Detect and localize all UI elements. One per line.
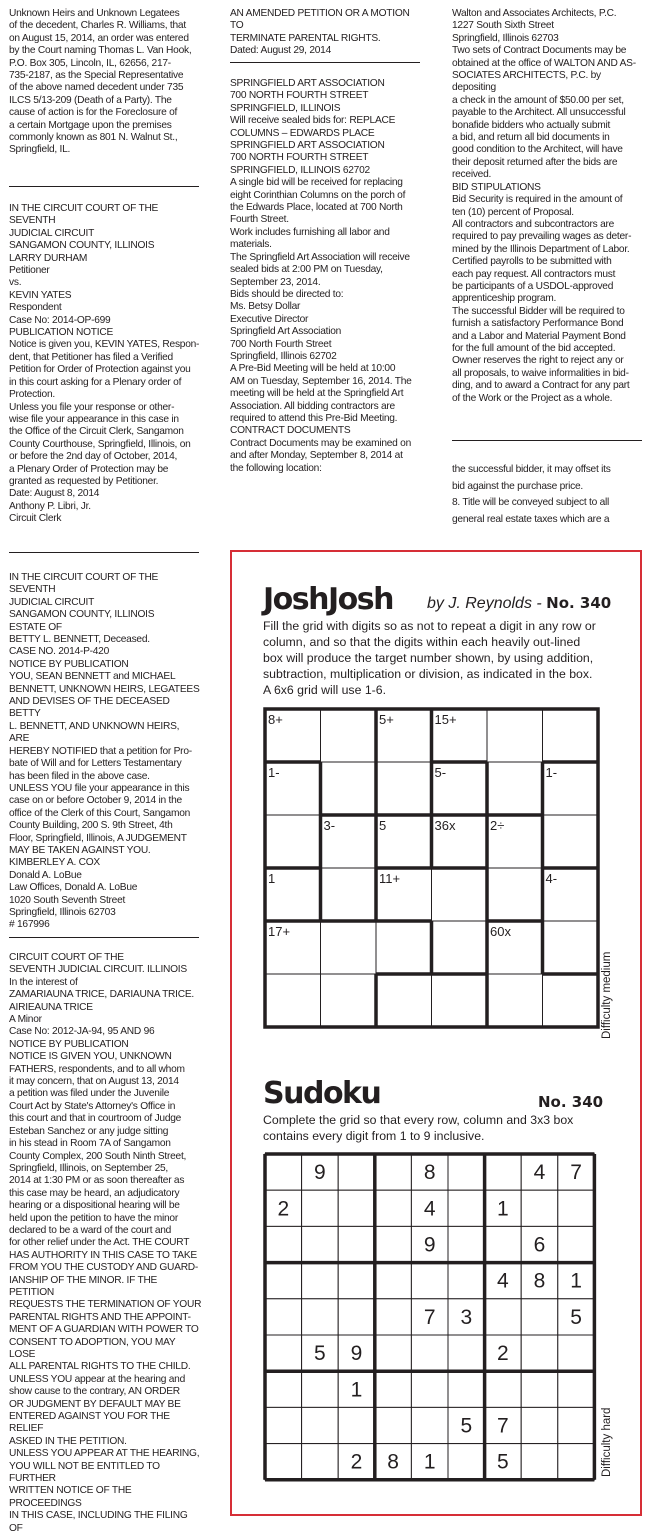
notice-durham-yates-text: IN THE CIRCUIT COURT OF THE SEVENTH JUDICIAL CIRCUIT SANGAMON COUNTY, ILLINOIS LARRY DURHAM Petitioner vs. KEVIN YATES Respondent Case No: 2014-OP-699 PUBLICATION NOTICE Notice is given you, KEVIN YATES, Respon- dent, that Petitioner has filed a Verified Petition for Order of Protection against you in this court asking for a Plenary order of Protection. Unless you file your response or other- wise file your appearance in this case in the Office of the Circuit Clerk, Sangamon County Courthouse, Springfield, Illinois, on or before the 2nd day of October, 2014, a Plenary Order of Protection may be granted as requested by Petitioner. Date: August 8, 2014 Anthony P. Libri, Jr. Circuit Clerk (9, 203, 200, 525)
sudoku-cell[interactable] (265, 1154, 302, 1190)
sudoku-cell[interactable] (485, 1226, 522, 1262)
sudoku-cell[interactable] (375, 1226, 412, 1262)
sudoku-cell[interactable] (411, 1335, 448, 1371)
sudoku-cell[interactable] (265, 1371, 302, 1407)
joshjosh-cell[interactable] (321, 921, 377, 974)
sudoku-given-digit: 2 (497, 1342, 509, 1366)
sudoku-cell[interactable] (265, 1407, 302, 1443)
sudoku-cell[interactable] (558, 1371, 595, 1407)
cage-label: 5 (379, 818, 387, 833)
sudoku-cell[interactable] (521, 1407, 558, 1443)
sudoku-cell[interactable] (302, 1299, 339, 1335)
sudoku-cell[interactable] (375, 1190, 412, 1226)
sudoku-given-digit: 4 (533, 1161, 546, 1185)
sudoku-cell[interactable] (302, 1407, 339, 1443)
sudoku-cell[interactable] (448, 1371, 485, 1407)
sudoku-given-digit: 5 (314, 1342, 326, 1366)
notice-art-association (230, 78, 424, 475)
sudoku-cell[interactable] (302, 1263, 339, 1299)
sudoku-given-digit: 8 (423, 1161, 436, 1185)
sudoku-cell[interactable] (338, 1154, 375, 1190)
joshjosh-cell[interactable] (265, 974, 321, 1027)
sudoku-cell[interactable] (448, 1154, 485, 1190)
sudoku-cell[interactable] (558, 1407, 595, 1443)
cage-label: 5+ (379, 712, 394, 727)
cage-label: 5- (434, 765, 447, 780)
joshjosh-cell[interactable] (321, 762, 377, 815)
joshjosh-cell[interactable] (543, 709, 599, 762)
joshjosh-cell[interactable] (487, 762, 543, 815)
divider (9, 937, 199, 938)
joshjosh-cell[interactable] (321, 709, 377, 762)
sudoku-given-digit: 6 (533, 1233, 546, 1257)
cage-label: 15+ (434, 712, 457, 727)
sudoku-given-digit: 7 (423, 1305, 436, 1329)
sudoku-cell[interactable] (338, 1190, 375, 1226)
sudoku-given-digit: 3 (460, 1305, 473, 1329)
joshjosh-cell[interactable] (376, 974, 432, 1027)
joshjosh-title: JoshJosh (263, 582, 393, 617)
cage-label: 1- (268, 765, 280, 780)
sudoku-cell[interactable] (485, 1154, 522, 1190)
sudoku-cell[interactable] (558, 1226, 595, 1262)
cage-label: 60x (490, 924, 511, 939)
sudoku-given-digit: 5 (460, 1414, 473, 1438)
sudoku-cell[interactable] (265, 1226, 302, 1262)
puzzle-box (230, 550, 642, 1516)
joshjosh-cell[interactable] (432, 921, 488, 974)
sudoku-given-digit: 7 (497, 1414, 509, 1438)
joshjosh-byline (427, 594, 611, 613)
sudoku-cell[interactable] (338, 1263, 375, 1299)
notice-amended-petition: AN AMENDED PETITION OR A MOTION TO TERMINATE PARENTAL RIGHTS. Dated: August 29, 2014 (230, 8, 410, 57)
sudoku-title: Sudoku (263, 1076, 381, 1111)
sudoku-given-digit: 8 (533, 1269, 546, 1293)
sudoku-given-digit: 9 (423, 1233, 436, 1257)
joshjosh-grid (263, 707, 603, 1037)
sudoku-cell[interactable] (265, 1263, 302, 1299)
notice-title-conveyed-text: the successful bidder, it may offset its bid against the purchase price. 8. Title will be conveyed subject to all general real estate taxes which are a (452, 464, 611, 525)
sudoku-cell[interactable] (521, 1444, 558, 1480)
sudoku-given-digit: 8 (387, 1450, 399, 1474)
notice-walton-architects: Walton and Associates Architects, P.C. 1227 South Sixth Street Springfield, Illinois 62703 Two sets of Contract Documents may be obtained at the office of WALTON AND AS- SOCIATES ARCHITECTS, P.C. by depositing a check in the amount of $50.00 per set, payable to the Architect. All unsuccessful bonafide bidders who actually submit a bid, and return all bid documents in good condition to the Architect, will have their deposit returned after the bids are received. BID STIPULATIONS Bid Security is required in the amount of ten (10) percent of Proposal. All contractors and subcontractors are required to pay prevailing wages as deter- mined by the Illinois Department of Labor. Certified payrolls to be submitted with each pay request. All contractors must be participants of a USDOL-approved apprenticeship program. The successful Bidder will be required to furnish a satisfactory Performance Bond and a Labor and Material Payment Bond for the full amount of the bid accepted. Owner reserves the right to reject any or all proposals, to waive informalities in bid- ding, and to award a Contract for any part of the Work or the Project as a whole. (452, 8, 636, 404)
notice-title-conveyed (452, 462, 646, 528)
sudoku-cell[interactable] (265, 1335, 302, 1371)
notice-bennett-estate (9, 572, 201, 932)
sudoku-grid (263, 1152, 603, 1482)
cage-label: 1- (545, 765, 558, 780)
sudoku-cell[interactable] (485, 1371, 522, 1407)
notice-art-association-text: SPRINGFIELD ART ASSOCIATION 700 NORTH FOURTH STREET SPRINGFIELD, ILLINOIS Will receive sealed bids for: REPLACE COLUMNS – EDWARDS PLACE SPRINGFIELD ART ASSOCIATION 700 NORTH FOURTH STREET SPRINGFIELD, ILLINOIS 62702 A single bid will be received for replacing eight Corinthian Columns on the porch of the Edwards Place, located at 700 North Fourth Street. Work includes furnishing all labor and materials. The Springfield Art Association will receive sealed bids at 2:00 PM on Tuesday, September 23, 2014. Bids should be directed to: Ms. Betsy Dollar Executive Director Springfield Art Association 700 North Fourth Street Springfield, Illinois 62702 A Pre-Bid Meeting will be held at 10:00 AM on Tuesday, September 16, 2014. The meeting will be held at the Springfield Art Association. All bidding contractors are required to attend this Pre-Bid Meeting. CONTRACT DOCUMENTS Contract Documents may be examined on and after Monday, September 8, 2014 at the following location: (230, 78, 412, 474)
cage-label: 17+ (268, 924, 291, 939)
cage-label: 2÷ (490, 818, 505, 833)
sudoku-cell[interactable] (521, 1371, 558, 1407)
sudoku-cell[interactable] (448, 1444, 485, 1480)
sudoku-given-digit: 5 (570, 1305, 582, 1329)
sudoku-cell[interactable] (302, 1444, 339, 1480)
sudoku-difficulty: Difficulty hard (601, 1407, 613, 1477)
cage-label: 11+ (379, 871, 401, 886)
sudoku-cell[interactable] (448, 1226, 485, 1262)
sudoku-cell[interactable] (411, 1407, 448, 1443)
joshjosh-difficulty: Difficulty medium (601, 951, 613, 1039)
sudoku-given-digit: 2 (277, 1197, 290, 1221)
classifieds-column-3 (452, 8, 646, 405)
sudoku-cell[interactable] (375, 1263, 412, 1299)
sudoku-cell[interactable] (558, 1444, 595, 1480)
joshjosh-instructions: Fill the grid with digits so as not to repeat a digit in any row or column, and so that the digits within each heavily out-lined box will produce the target number shown, by using addition, subtraction, multiplication or division, as indicated in the box. A 6x6 grid will use 1-6. (263, 619, 596, 697)
sudoku-cell[interactable] (448, 1190, 485, 1226)
sudoku-given-digit: 1 (350, 1378, 363, 1402)
joshjosh-cell[interactable] (543, 815, 599, 868)
sudoku-cell[interactable] (411, 1371, 448, 1407)
joshjosh-cell[interactable] (543, 921, 599, 974)
sudoku-cell[interactable] (338, 1407, 375, 1443)
sudoku-given-digit: 4 (423, 1197, 436, 1221)
joshjosh-cell[interactable] (543, 974, 599, 1027)
sudoku-number: No. 340 (538, 1093, 604, 1111)
sudoku-cell[interactable] (338, 1226, 375, 1262)
divider (9, 186, 199, 187)
sudoku-given-digit: 4 (497, 1269, 509, 1293)
sudoku-instructions: Complete the grid so that every row, column and 3x3 box contains every digit from 1 to 9 inclusive. (263, 1113, 574, 1143)
joshjosh-cell[interactable] (376, 762, 432, 815)
sudoku-given-digit: 9 (314, 1161, 326, 1185)
classifieds-column-2 (230, 8, 422, 58)
sudoku-cell[interactable] (375, 1154, 412, 1190)
notice-durham-yates (9, 203, 201, 526)
sudoku-cell[interactable] (375, 1335, 412, 1371)
sudoku-cell[interactable] (302, 1226, 339, 1262)
sudoku-cell[interactable] (302, 1371, 339, 1407)
sudoku-cell[interactable] (521, 1190, 558, 1226)
joshjosh-cell[interactable] (432, 974, 488, 1027)
joshjosh-cell[interactable] (432, 868, 488, 921)
sudoku-given-digit: 9 (350, 1342, 363, 1366)
sudoku-cell[interactable] (448, 1263, 485, 1299)
sudoku-given-digit: 5 (497, 1450, 509, 1474)
sudoku-given-digit: 1 (497, 1197, 509, 1221)
sudoku-cell[interactable] (375, 1407, 412, 1443)
joshjosh-cell[interactable] (376, 921, 432, 974)
sudoku-cell[interactable] (521, 1335, 558, 1371)
sudoku-cell[interactable] (485, 1299, 522, 1335)
cage-label: 3- (323, 818, 336, 833)
sudoku-cell[interactable] (265, 1444, 302, 1480)
sudoku-cell[interactable] (375, 1299, 412, 1335)
joshjosh-cell[interactable] (265, 815, 321, 868)
cage-label: 1 (268, 871, 276, 886)
joshjosh-number: No. 340 (546, 594, 612, 612)
divider (230, 62, 420, 63)
sudoku-given-digit: 1 (570, 1269, 582, 1293)
sudoku-cell[interactable] (375, 1371, 412, 1407)
sudoku-given-digit: 1 (423, 1450, 436, 1474)
joshjosh-author: by J. Reynolds - (427, 595, 547, 612)
sudoku-cell[interactable] (558, 1190, 595, 1226)
notice-trice-minor-text: CIRCUIT COURT OF THE SEVENTH JUDICIAL CIRCUIT. ILLINOIS In the interest of ZAMARIAUNA TRICE, DARIAUNA TRICE. AIRIEAUNA TRICE A Minor Case No: 2012-JA-94, 95 AND 96 NOTICE BY PUBLICATION NOTICE IS GIVEN YOU, UNKNOWN FATHERS, respondents, and to all whom it may concern, that on August 13, 2014 a petition was filed under the Juvenile Court Act by State's Attorney's Office in this court and that in courtroom of Judge Esteban Sanchez or any judge sitting in his stead in Room 7A of Sangamon County Complex, 200 South Ninth Street, Springfield, Illinois, on September 25, 2014 at 1:30 PM or as soon thereafter as this case may be heard, an adjudicatory hearing or a dispositional hearing will be held upon the petition to have the minor declared to be a ward of the court and for other relief under the Act. THE COURT HAS AUTHORITY IN THIS CASE TO TAKE FROM YOU THE CUSTODY AND GUARD- IANSHIP OF THE MINOR. IF THE PETITION REQUESTS THE TERMINATION OF YOUR PARENTAL RIGHTS AND THE APPOINT- MENT OF A GUARDIAN WITH POWER TO CONSENT TO ADOPTION, YOU MAY LOSE ALL PARENTAL RIGHTS TO THE CHILD. UNLESS YOU appear at the hearing and show cause to the contrary, AN ORDER OR JUDGMENT BY DEFAULT MAY BE ENTERED AGAINST YOU FOR THE RELIEF ASKED IN THE PETITION. UNLESS YOU APPEAR AT THE HEARING, YOU WILL NOT BE ENTITLED TO FURTHER WRITTEN NOTICE OF THE PROCEEDINGS IN THIS CASE, INCLUDING THE FILING OF (9, 952, 202, 1534)
cage-label: 8+ (268, 712, 283, 727)
notice-bennett-estate-text: IN THE CIRCUIT COURT OF THE SEVENTH JUDICIAL CIRCUIT SANGAMON COUNTY, ILLINOIS ESTATE OF BETTY L. BENNETT, Deceased. CASE NO. 2014-P-420 NOTICE BY PUBLICATION YOU, SEAN BENNETT and MICHAEL BENNETT, UNKNOWN HEIRS, LEGATEES AND DEVISES OF THE DECEASED BETTY L. BENNETT, AND UNKNOWN HEIRS, ARE HEREBY NOTIFIED that a petition for Pro- bate of Will and for Letters Testamentary has been filed in the above case. UNLESS YOU file your appearance in this case on or before October 9, 2014 in the office of the Clerk of this Court, Sangamon County Building, 200 S. 9th Street, 4th Floor, Springfield, Illinois, A JUDGEMENT MAY BE TAKEN AGAINST YOU. KIMBERLEY A. COX Donald A. LoBue Law Offices, Donald A. LoBue 1020 South Seventh Street Springfield, Illinois 62703 # 167996 (9, 572, 200, 931)
joshjosh-cell[interactable] (487, 868, 543, 921)
sudoku-cell[interactable] (521, 1299, 558, 1335)
sudoku-cell[interactable] (265, 1299, 302, 1335)
cage-label: 36x (434, 818, 456, 833)
divider (9, 552, 199, 553)
joshjosh-cell[interactable] (321, 868, 377, 921)
sudoku-cell[interactable] (302, 1190, 339, 1226)
notice-van-hook: Unknown Heirs and Unknown Legatees of the decedent, Charles R. Williams, that on August 15, 2014, an order was entered by the Court naming Thomas L. Van Hook, P.O. Box 305, Lincoln, IL, 62656, 217- 735-2187, as the Special Representative of the above named decedent under 735 ILCS 5/13-209 (Death of a Party). The cause of action is for the Foreclosure of a certain Mortgage upon the premises commonly known as 801 N. Walnut St., Springfield, IL. (9, 8, 192, 156)
divider (452, 440, 642, 441)
notice-trice-minor (9, 952, 203, 1535)
joshjosh-cell[interactable] (321, 974, 377, 1027)
cage-label: 4- (545, 871, 558, 886)
sudoku-cell[interactable] (448, 1335, 485, 1371)
joshjosh-cell[interactable] (487, 974, 543, 1027)
classifieds-column-1 (9, 8, 201, 157)
sudoku-given-digit: 2 (350, 1450, 363, 1474)
sudoku-cell[interactable] (411, 1263, 448, 1299)
sudoku-cell[interactable] (338, 1299, 375, 1335)
sudoku-cell[interactable] (558, 1335, 595, 1371)
sudoku-given-digit: 7 (570, 1161, 582, 1185)
joshjosh-cell[interactable] (487, 709, 543, 762)
